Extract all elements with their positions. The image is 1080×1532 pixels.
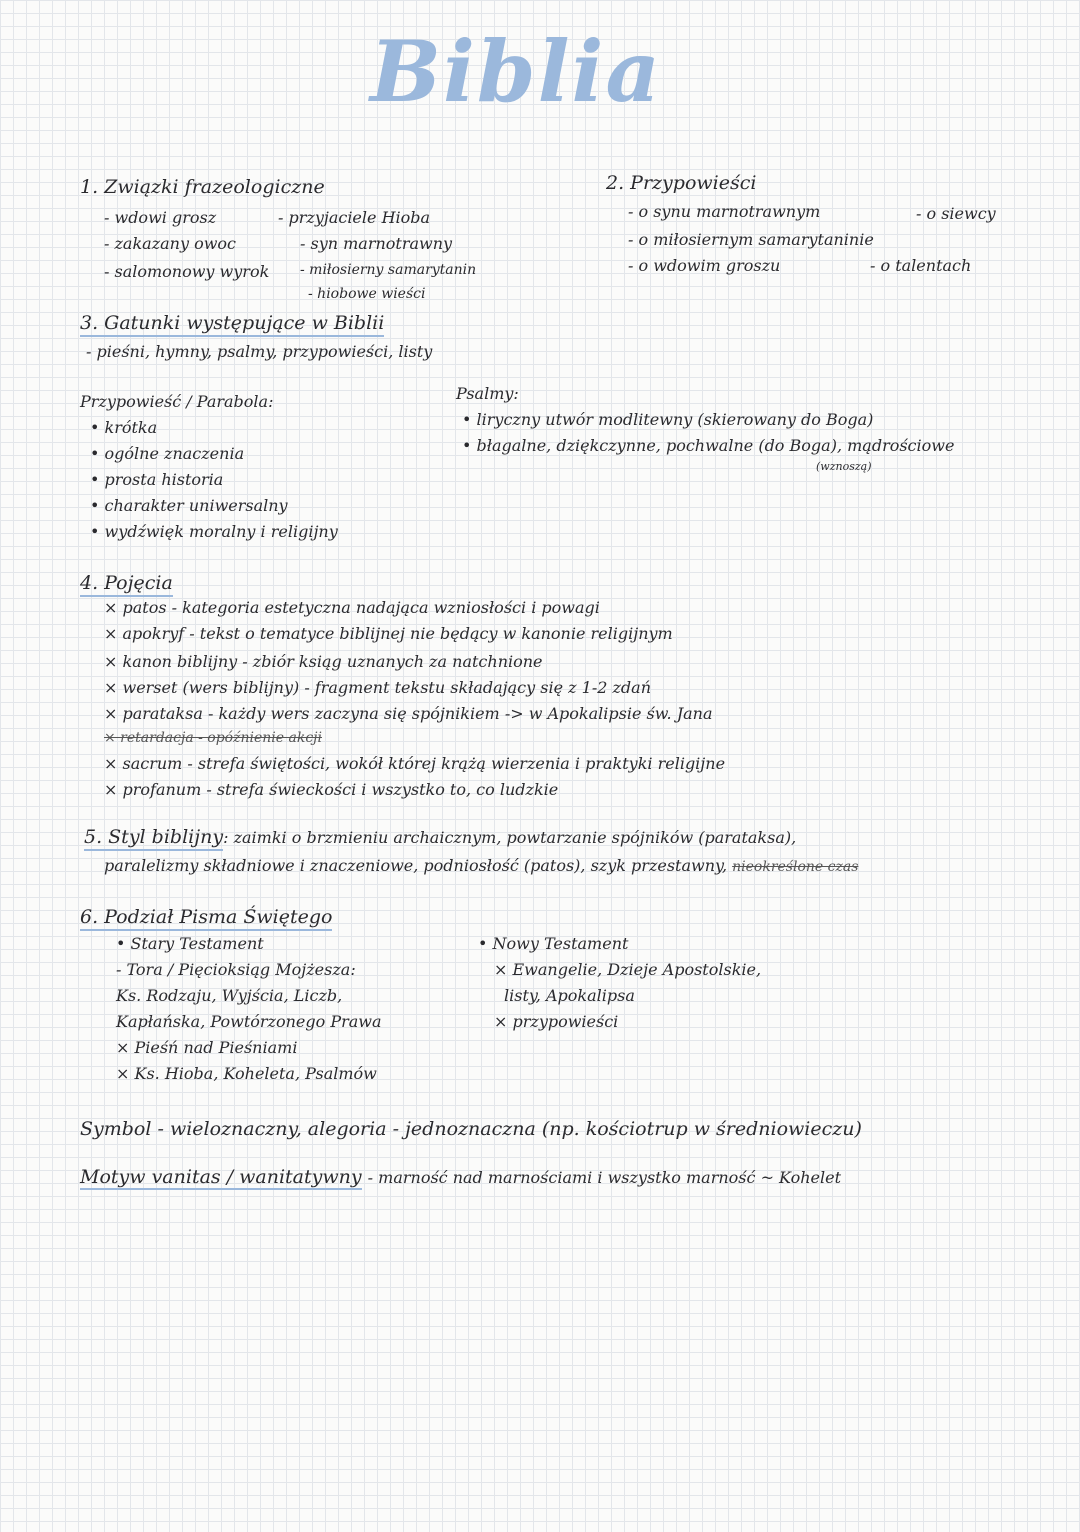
term-item: × parataksa - każdy wers zaczyna się spójnikiem -> w Apokalipsie św. Jana — [104, 704, 713, 723]
new-testament-item: × Ewangelie, Dzieje Apostolskie, — [494, 960, 762, 979]
s1-right-item: - przyjaciele Hioba — [278, 208, 431, 227]
style-line-2-struck: nieokreślone czas — [732, 859, 859, 875]
parable-item: • krótka — [90, 418, 158, 437]
s2-item: - o synu marnotrawnym — [628, 202, 821, 221]
s1-left-item: - salomonowy wyrok — [104, 262, 270, 281]
motif-label: Motyw vanitas / wanitatywny — [80, 1166, 362, 1188]
motif-line — [80, 1166, 841, 1188]
old-testament-label: • Stary Testament — [116, 934, 264, 953]
section-2-heading: 2. Przypowieści — [606, 172, 757, 194]
new-testament-item: × przypowieści — [494, 1012, 619, 1031]
s1-right-item: - syn marnotrawny — [300, 234, 453, 253]
parable-item: • prosta historia — [90, 470, 224, 489]
parable-heading: Przypowieść / Parabola: — [80, 392, 274, 411]
genres-line: - pieśni, hymny, psalmy, przypowieści, listy — [86, 342, 433, 361]
psalms-item: • błagalne, dziękczynne, pochwalne (do Boga), mądrościowe — [462, 436, 955, 455]
term-item: × profanum - strefa świeckości i wszystko to, co ludzkie — [104, 780, 559, 799]
s2-item: - o siewcy — [916, 204, 996, 223]
motif-text: - marność nad marnościami i wszystko marność ~ Kohelet — [367, 1168, 841, 1187]
new-testament-item: listy, Apokalipsa — [504, 986, 635, 1005]
term-item: × sacrum - strefa świętości, wokół której krążą wierzenia i praktyki religijne — [104, 754, 726, 773]
parable-item: • ogólne znaczenia — [90, 444, 245, 463]
s2-item: - o wdowim groszu — [628, 256, 781, 275]
section-4-heading-text: 4. Pojęcia — [80, 572, 173, 597]
section-5-heading-text: 5. Styl biblijny — [84, 826, 223, 851]
style-line-1: : zaimki o brzmieniu archaicznym, powtarzanie spójników (parataksa), — [223, 828, 797, 847]
page-title: Biblia — [370, 22, 662, 121]
s2-item: - o miłosiernym samarytaninie — [628, 230, 874, 249]
parable-item: • wydźwięk moralny i religijny — [90, 522, 338, 541]
new-testament-label: • Nowy Testament — [478, 934, 629, 953]
old-testament-item: × Pieśń nad Pieśniami — [116, 1038, 298, 1057]
s1-left-item: - zakazany owoc — [104, 234, 237, 253]
symbol-line: Symbol - wieloznaczny, alegoria - jednoznaczna (np. kościotrup w średniowieczu) — [80, 1118, 862, 1140]
section-6-heading-text: 6. Podział Pisma Świętego — [80, 906, 332, 931]
style-line-2-text: paralelizmy składniowe i znaczeniowe, podniosłość (patos), szyk przestawny, — [104, 856, 728, 875]
parable-item: • charakter uniwersalny — [90, 496, 288, 515]
term-item: × werset (wers biblijny) - fragment tekstu składający się z 1-2 zdań — [104, 678, 652, 697]
section-6-heading — [80, 906, 332, 928]
s1-right-item: - hiobowe wieści — [308, 286, 426, 302]
style-line-2 — [104, 856, 858, 875]
section-1-heading: 1. Związki frazeologiczne — [80, 176, 325, 198]
term-item: × apokryf - tekst o tematyce biblijnej nie będący w kanonie religijnym — [104, 624, 673, 643]
psalms-heading: Psalmy: — [456, 384, 519, 403]
term-item: × kanon biblijny - zbiór ksiąg uznanych za natchnione — [104, 652, 543, 671]
section-5-heading — [84, 826, 796, 848]
old-testament-item: Kapłańska, Powtórzonego Prawa — [116, 1012, 382, 1031]
psalms-item: • liryczny utwór modlitewny (skierowany do Boga) — [462, 410, 874, 429]
section-4-heading — [80, 572, 173, 594]
s2-item: - o talentach — [870, 256, 972, 275]
psalms-note: (wznoszą) — [816, 460, 872, 473]
old-testament-item: - Tora / Pięcioksiąg Mojżesza: — [116, 960, 356, 979]
term-item: × patos - kategoria estetyczna nadająca wzniosłości i powagi — [104, 598, 600, 617]
section-3-heading — [80, 312, 384, 334]
s1-right-item: - miłosierny samarytanin — [300, 262, 477, 278]
s1-left-item: - wdowi grosz — [104, 208, 217, 227]
old-testament-item: × Ks. Hioba, Koheleta, Psalmów — [116, 1064, 377, 1083]
old-testament-item: Ks. Rodzaju, Wyjścia, Liczb, — [116, 986, 343, 1005]
section-3-heading-text: 3. Gatunki występujące w Biblii — [80, 312, 384, 337]
term-item-struck: × retardacja - opóźnienie akcji — [104, 730, 322, 746]
